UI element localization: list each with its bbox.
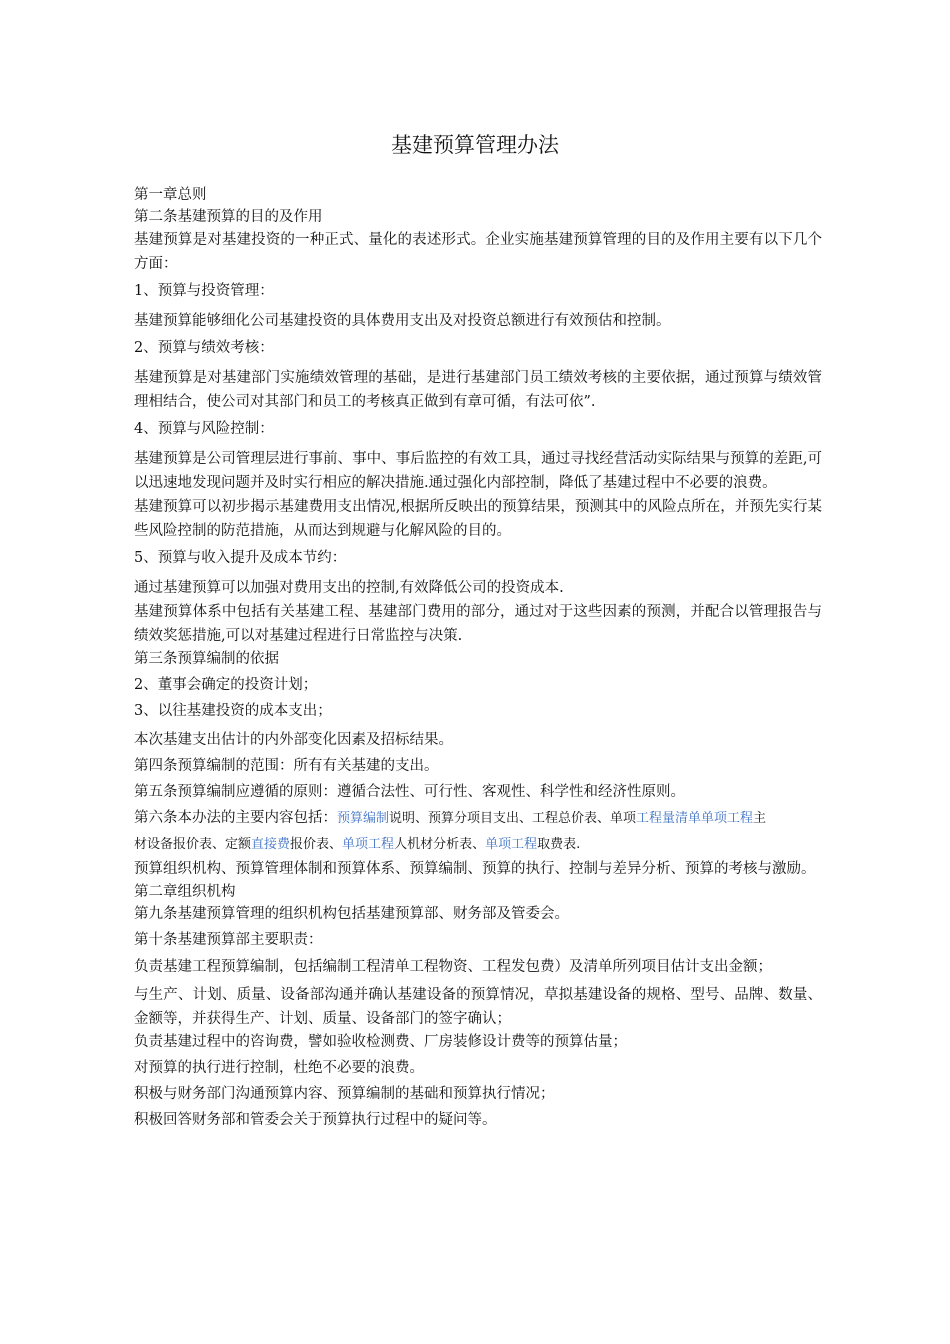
paragraph: 通过基建预算可以加强对费用支出的控制,有效降低公司的投资成本.: [134, 580, 564, 596]
article-text: 取费表.: [537, 837, 581, 852]
article-heading: 第三条预算编制的依据: [134, 651, 279, 667]
link-budget-compilation[interactable]: 预算编制: [337, 811, 390, 826]
paragraph: 对预算的执行进行控制，杜绝不必要的浪费。: [134, 1060, 424, 1076]
paragraph: 基建预算可以初步揭示基建费用支出情况,根据所反映出的预算结果，预测其中的风险点所在，并预先实行某些风险控制的防范措施，从而达到规避与化解风险的目的。: [134, 499, 822, 539]
link-direct-cost[interactable]: 直接费: [251, 837, 291, 852]
paragraph: 基建预算能够细化公司基建投资的具体费用支出及对投资总额进行有效预估和控制。: [134, 313, 671, 329]
chapter-heading: 第二章组织机构: [134, 884, 236, 900]
paragraph: 基建预算是公司管理层进行事前、事中、事后监控的有效工具，通过寻找经营活动实际结果与预算的差距,可以迅速地发现问题并及时实行相应的解决措施.通过强化内部控制，降低了基建过程中不必要的浪费。: [134, 451, 822, 491]
paragraph: 与生产、计划、质量、设备部沟通并确认基建设备的预算情况，草拟基建设备的规格、型号、品牌、数量、金额等，并获得生产、计划、质量、设备部门的签字确认；: [134, 987, 822, 1027]
list-item: 2、预算与绩效考核：: [134, 340, 274, 356]
article-text: 主: [753, 811, 767, 826]
paragraph: 本次基建支出估计的内外部变化因素及招标结果。: [134, 732, 453, 748]
list-item: 3、以往基建投资的成本支出；: [134, 703, 332, 719]
article-heading: 第五条预算编制应遵循的原则：遵循合法性、可行性、客观性、科学性和经济性原则。: [134, 784, 685, 800]
paragraph: 预算组织机构、预算管理体制和预算体系、预算编制、预算的执行、控制与差异分析、预算的考核与激励。: [134, 861, 816, 877]
list-item: 5、预算与收入提升及成本节约：: [134, 550, 347, 566]
list-item: 1、预算与投资管理：: [134, 283, 274, 299]
document-title: 基建预算管理办法: [391, 133, 559, 157]
article-text: 材设备报价表、定额: [134, 837, 252, 852]
paragraph: 基建预算是对基建部门实施绩效管理的基础，是进行基建部门员工绩效考核的主要依据，通过预算与绩效管理相结合，使公司对其部门和员工的考核真正做到有章可循，有法可依”.: [134, 370, 822, 410]
paragraph: 积极回答财务部和管委会关于预算执行过程中的疑问等。: [134, 1112, 497, 1128]
paragraph: 基建预算是对基建投资的一种正式、量化的表述形式。企业实施基建预算管理的目的及作用主要有以下几个方面：: [134, 232, 822, 272]
article-contents-line: [134, 807, 822, 829]
article-text: 报价表、: [290, 837, 343, 852]
article-text: 说明、预算分项目支出、工程总价表、单项: [389, 811, 637, 826]
article-heading: 第四条预算编制的范围：所有有关基建的支出。: [134, 758, 439, 774]
article-text: 人机材分析表、: [394, 837, 486, 852]
link-single-project[interactable]: 单项工程: [342, 837, 395, 852]
article-text: 第六条本办法的主要内容包括：: [134, 810, 337, 826]
paragraph: 负责基建工程预算编制，包括编制工程清单工程物资、工程发包费）及清单所列项目估计支出金额；: [134, 959, 772, 975]
link-single-project[interactable]: 单项工程: [485, 837, 538, 852]
paragraph: 负责基建过程中的咨询费，譬如验收检测费、厂房装修设计费等的预算估量；: [134, 1034, 627, 1050]
list-item: 4、预算与风险控制：: [134, 421, 274, 437]
document-body: [134, 184, 822, 1131]
article-heading: 第十条基建预算部主要职责：: [134, 932, 323, 948]
list-item: 2、董事会确定的投资计划；: [134, 677, 318, 693]
paragraph: 积极与财务部门沟通预算内容、预算编制的基础和预算执行情况；: [134, 1086, 555, 1102]
paragraph: 基建预算体系中包括有关基建工程、基建部门费用的部分，通过对于这些因素的预测，并配合以管理报告与绩效奖惩措施,可以对基建过程进行日常监控与决策.: [134, 604, 822, 644]
article-heading: 第九条基建预算管理的组织机构包括基建预算部、财务部及管委会。: [134, 906, 569, 922]
article-heading: 第二条基建预算的目的及作用: [134, 209, 323, 225]
chapter-heading: 第一章总则: [134, 187, 207, 203]
article-contents-line: [134, 833, 822, 857]
link-bill-of-quantities[interactable]: 工程量清单单项工程: [636, 811, 754, 826]
